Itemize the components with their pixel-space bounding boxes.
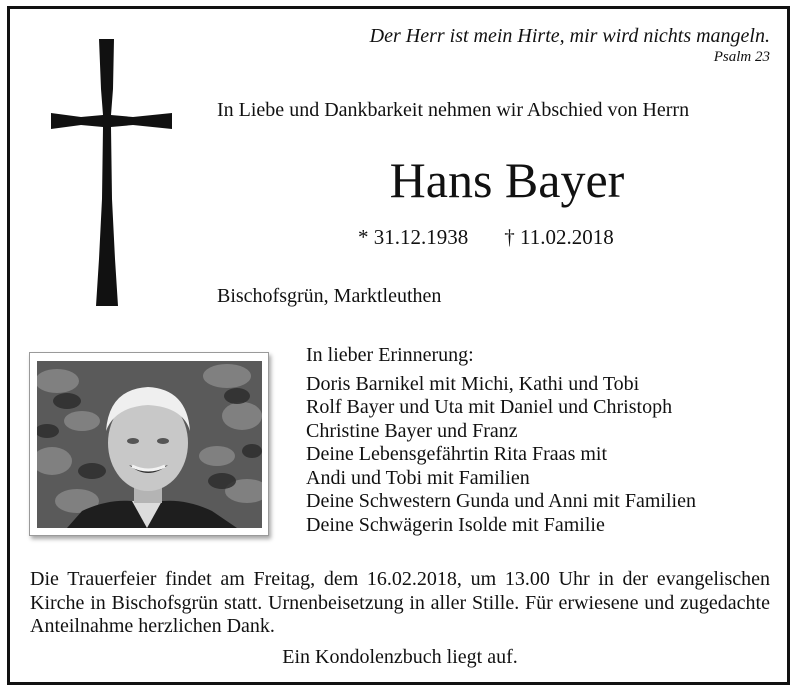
mourner-line: Christine Bayer und Franz: [306, 419, 518, 442]
mourner-line: Doris Barnikel mit Michi, Kathi und Tobi: [306, 372, 640, 395]
mourner-line: Deine Lebensgefährtin Rita Fraas mit: [306, 443, 608, 465]
deceased-name: Hans Bayer: [389, 152, 625, 208]
mourner-line: Deine Schwestern Gunda und Anni mit Familien: [306, 490, 696, 512]
latin-cross-icon: [51, 39, 172, 306]
mourner-line: Rolf Bayer und Uta mit Daniel und Christoph: [306, 396, 673, 418]
mourners-list: [306, 373, 696, 538]
mourner-line: Andi und Tobi mit Familien: [306, 466, 530, 489]
funeral-details: Die Trauerfeier findet am Freitag, dem 16.02.2018, um 13.00 Uhr in der evangelischen Kirche in Bischofsgrün statt. Urnenbeisetzung in aller Stille. Für erwiesene und zugedachte Anteilnahme herzlichen Dank.: [30, 568, 770, 637]
portrait-photo-frame: [29, 352, 269, 536]
psalm-reference: Psalm 23: [713, 49, 770, 65]
life-dates: [358, 224, 614, 250]
birth-date: * 31.12.1938: [358, 225, 469, 249]
psalm-quote-block: [370, 24, 770, 66]
residence-places: Bischofsgrün, Marktleuthen: [217, 285, 442, 307]
mourners-heading: In lieber Erinnerung:: [306, 344, 474, 366]
farewell-intro: In Liebe und Dankbarkeit nehmen wir Abschied von Herrn: [217, 99, 690, 121]
mourners-section: [306, 344, 696, 537]
mourner-line: Deine Schwägerin Isolde mit Familie: [306, 513, 605, 536]
psalm-quote: Der Herr ist mein Hirte, mir wird nichts mangeln.: [369, 25, 770, 47]
death-date: † 11.02.2018: [504, 225, 614, 249]
portrait-photo: [37, 361, 262, 528]
condolence-note: Ein Kondolenzbuch liegt auf.: [282, 646, 518, 668]
